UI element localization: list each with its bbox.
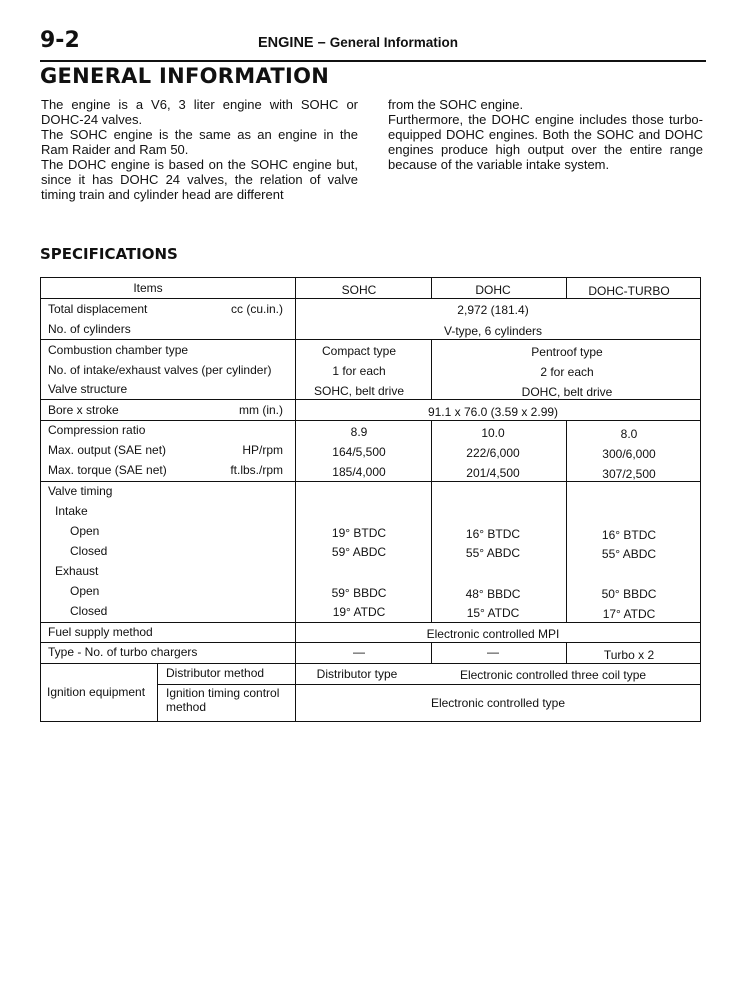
- row-label: Fuel supply method: [48, 625, 153, 639]
- table-rule: [41, 420, 700, 421]
- cell-value: 50° BBDC: [601, 587, 657, 601]
- cell-value: 19° BTDC: [331, 526, 387, 540]
- table-rule: [295, 278, 296, 721]
- row-label: Compression ratio: [48, 423, 146, 437]
- intro-right-column: [388, 97, 703, 172]
- table-rule: [41, 481, 700, 482]
- cell-value: 17° ATDC: [602, 607, 656, 621]
- row-label: Bore x stroke: [48, 403, 119, 417]
- row-label: Ignition timing control method: [166, 686, 280, 714]
- cell-value: 19° ATDC: [332, 605, 386, 619]
- table-rule: [41, 622, 700, 623]
- row-label: No. of cylinders: [48, 322, 131, 336]
- cell-value: 16° BTDC: [465, 527, 521, 541]
- row-label: Max. torque (SAE net): [48, 463, 167, 477]
- intro-paragraph: The DOHC engine is based on the SOHC engine but, since it has DOHC 24 valves, the relation of valve timing train and cylinder head are different: [41, 157, 358, 202]
- cell-value: 48° BBDC: [465, 587, 521, 601]
- row-unit: ft.lbs./rpm: [230, 463, 283, 477]
- specifications-table: [40, 277, 701, 722]
- cell-value: 300/6,000: [602, 447, 656, 461]
- table-rule: [566, 278, 567, 298]
- intro-paragraph: Furthermore, the DOHC engine includes those turbo-equipped DOHC engines. Both the SOHC and DOHC engines produce high output over the entire range because of the variable intake system.: [388, 112, 703, 172]
- table-rule: [157, 663, 158, 721]
- cell-value: 55° ABDC: [601, 547, 657, 561]
- cell-value: 8.9: [350, 425, 368, 439]
- cell-value: SOHC, belt drive: [313, 384, 405, 398]
- column-header-items: Items: [133, 281, 163, 295]
- cell-value: —: [353, 645, 365, 659]
- row-label: No. of intake/exhaust valves (per cylinder): [48, 363, 272, 377]
- row-label: Open: [70, 524, 100, 538]
- cell-value: 16° BTDC: [601, 528, 657, 542]
- cell-value: 164/5,500: [332, 445, 386, 459]
- row-label: Closed: [70, 604, 108, 618]
- table-rule: [431, 340, 432, 399]
- title-separator: –: [313, 35, 330, 51]
- row-label: Ignition equipment: [47, 685, 146, 699]
- cell-value: 15° ATDC: [466, 606, 520, 620]
- table-rule: [431, 421, 432, 622]
- table-rule: [41, 663, 700, 664]
- cell-value: —: [487, 645, 499, 659]
- cell-value: 185/4,000: [332, 465, 386, 479]
- row-label: Closed: [70, 544, 108, 558]
- table-rule: [41, 298, 700, 299]
- cell-value: Electronic controlled type: [430, 696, 566, 710]
- column-header-dohc: DOHC: [475, 283, 511, 297]
- cell-value: 2 for each: [540, 365, 594, 379]
- row-unit: HP/rpm: [242, 443, 283, 457]
- table-rule: [41, 339, 700, 340]
- section-name: ENGINE: [258, 35, 314, 51]
- cell-value: 59° ABDC: [331, 545, 387, 559]
- page-number: 9-2: [40, 28, 80, 53]
- column-header-turbo: DOHC-TURBO: [588, 284, 670, 298]
- row-label: Open: [70, 584, 100, 598]
- row-label: Valve structure: [48, 382, 128, 396]
- intro-paragraph: from the SOHC engine.: [388, 97, 524, 112]
- table-rule: [431, 278, 432, 298]
- intro-paragraph: The SOHC engine is the same as an engine in the Ram Raider and Ram 50.: [41, 127, 358, 157]
- cell-value: Distributor type: [316, 667, 398, 681]
- cell-value: Electronic controlled three coil type: [459, 668, 647, 682]
- row-label: Combustion chamber type: [48, 343, 189, 357]
- cell-value: V-type, 6 cylinders: [443, 324, 543, 338]
- cell-value: 10.0: [481, 426, 505, 440]
- table-rule: [431, 643, 432, 663]
- table-rule: [41, 399, 700, 400]
- subsection-name: General Information: [329, 35, 458, 50]
- cell-value: 1 for each: [332, 364, 386, 378]
- row-unit: cc (cu.in.): [230, 302, 283, 316]
- column-header-sohc: SOHC: [341, 283, 377, 297]
- cell-value: DOHC, belt drive: [521, 385, 613, 399]
- row-label: Distributor method: [166, 666, 265, 680]
- page-header: [40, 28, 706, 62]
- cell-value: Compact type: [321, 344, 397, 358]
- running-title: [258, 35, 458, 51]
- intro-left-column: [41, 97, 358, 202]
- row-unit: mm (in.): [239, 403, 283, 417]
- cell-value: 307/2,500: [602, 467, 656, 481]
- cell-value: Electronic controlled MPI: [426, 627, 560, 641]
- cell-value: 222/6,000: [466, 446, 520, 460]
- row-label: Valve timing: [48, 484, 113, 498]
- cell-value: 201/4,500: [466, 466, 520, 480]
- table-rule: [566, 421, 567, 622]
- general-information-heading: GENERAL INFORMATION: [40, 64, 330, 88]
- cell-value: 91.1 x 76.0 (3.59 x 2.99): [427, 405, 559, 419]
- row-label: Max. output (SAE net): [48, 443, 167, 457]
- row-label: Total displacement: [48, 302, 148, 316]
- cell-value: 8.0: [620, 427, 638, 441]
- specifications-heading: SPECIFICATIONS: [40, 245, 178, 263]
- cell-value: 59° BBDC: [331, 586, 387, 600]
- row-label: Type - No. of turbo chargers: [48, 645, 198, 659]
- cell-value: 55° ABDC: [465, 546, 521, 560]
- row-label: Exhaust: [55, 564, 99, 578]
- table-rule: [41, 642, 700, 643]
- cell-value: Pentroof type: [531, 345, 603, 359]
- table-rule: [157, 684, 700, 685]
- intro-paragraph: The engine is a V6, 3 liter engine with SOHC or DOHC-24 valves.: [41, 97, 358, 127]
- table-rule: [566, 643, 567, 663]
- cell-value: 2,972 (181.4): [457, 303, 529, 317]
- row-label: Intake: [55, 504, 88, 518]
- cell-value: Turbo x 2: [603, 648, 655, 662]
